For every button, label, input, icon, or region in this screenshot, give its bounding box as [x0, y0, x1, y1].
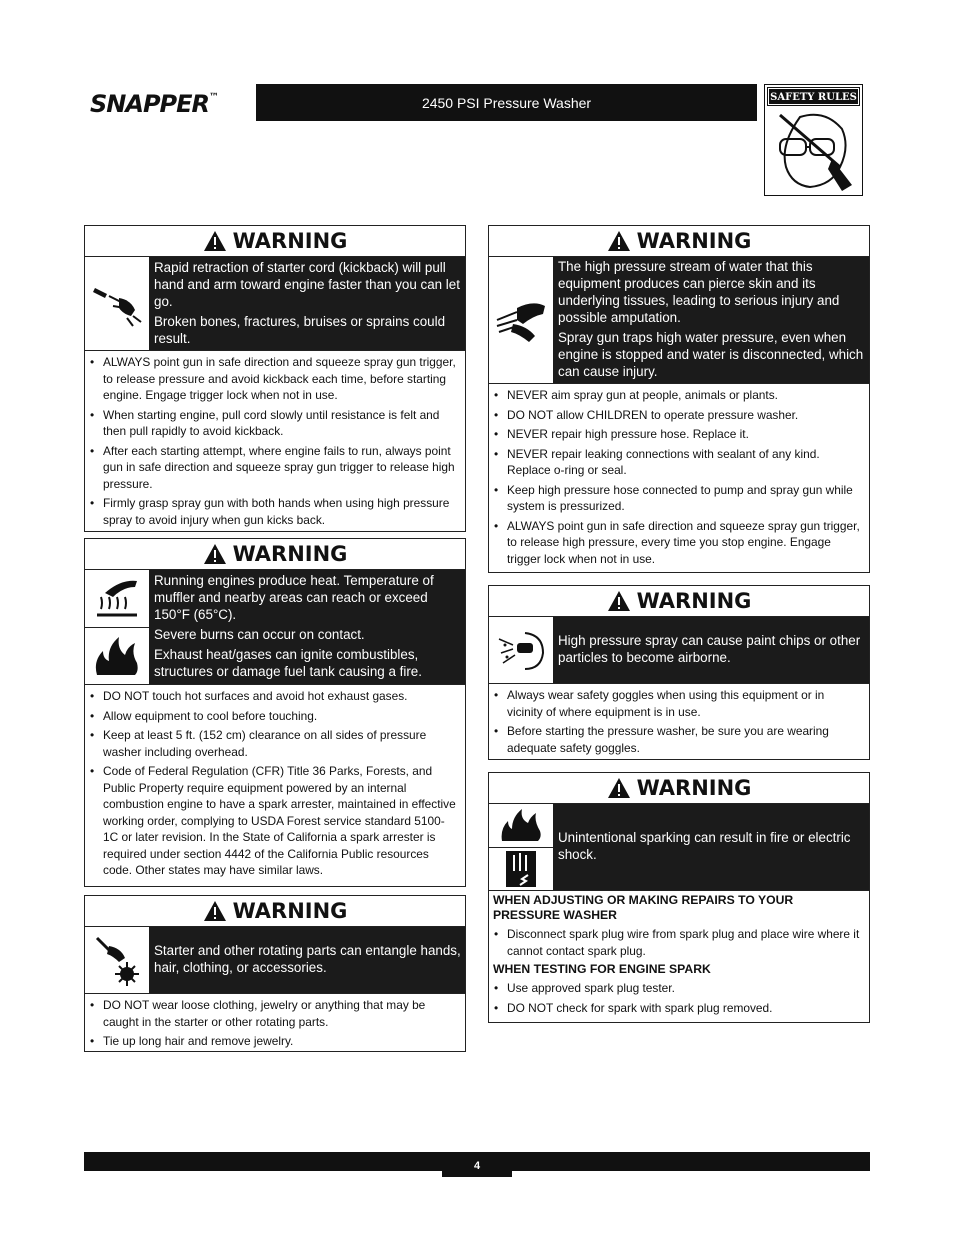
flying-debris-goggles-icon [489, 617, 553, 683]
safety-rules-badge [764, 84, 863, 196]
list-item: • DO NOT allow CHILDREN to operate pressure washer. [493, 407, 863, 424]
list-item: • Keep at least 5 ft. (152 cm) clearance on all sides of pressure washer including overhead. [89, 727, 459, 760]
kickback-hand-icon [85, 257, 149, 350]
list-item: • Always wear safety goggles when using this equipment or in vicinity of where equipment is in use. [493, 687, 863, 720]
warning-header [85, 226, 465, 257]
hazard-text [553, 257, 869, 383]
hazard-text [149, 927, 465, 993]
warning-header [85, 539, 465, 570]
electric-shock-icon [489, 848, 553, 891]
bullet-list [85, 685, 465, 882]
list-item: • Tie up long hair and remove jewelry. [89, 1033, 459, 1050]
hazard-panel [85, 257, 465, 351]
list-item: • After each starting attempt, where engine fails to run, always point gun in safe direction and squeeze spray gun trigger to release high pressure. [89, 443, 459, 493]
list-item: • NEVER aim spray gun at people, animals or plants. [493, 387, 863, 404]
hazard-line: The high pressure stream of water that this equipment produces can pierce skin and its underlying tissues, leading to serious injury and possible amputation. [558, 259, 840, 325]
fire-icon [489, 804, 553, 848]
bullet-list [489, 923, 869, 962]
safety-rules-label: SAFETY RULES [768, 88, 859, 105]
document-title: 2450 PSI Pressure Washer [421, 94, 592, 111]
list-item: • Before starting the pressure washer, be sure you are wearing adequate safety goggles. [493, 723, 863, 756]
hazard-line: Unintentional sparking can result in fire or electric shock. [558, 830, 851, 862]
hazard-line: Broken bones, fractures, bruises or sprains could result. [154, 313, 446, 346]
warning-title: WARNING [636, 589, 752, 613]
hazard-panel [85, 570, 465, 685]
warning-title: WARNING [636, 776, 752, 800]
rotating-parts-icon [85, 927, 149, 993]
section-subheading: WHEN ADJUSTING OR MAKING REPAIRS TO YOUR PRESSURE WASHER [493, 893, 794, 922]
warning-triangle-icon [203, 230, 227, 252]
warning-box-kickback [84, 225, 466, 532]
list-item: • Disconnect spark plug wire from spark plug and place wire where it cannot contact spark plug. [493, 926, 863, 959]
warning-header [489, 586, 869, 617]
bullet-list [489, 684, 869, 759]
hot-surface-icon [85, 570, 149, 628]
hazard-line: Rapid retraction of starter cord (kickback) will pull hand and arm toward engine faster than you can let go. [154, 259, 460, 309]
list-item: • ALWAYS point gun in safe direction and squeeze spray gun trigger, to release pressure and avoid kickback each time, before starting engine. Engage trigger lock when not in use. [89, 354, 459, 404]
hazard-line: High pressure spray can cause paint chips or other particles to become airborne. [558, 633, 861, 665]
list-item: • DO NOT wear loose clothing, jewelry or anything that may be caught in the starter or other rotating parts. [89, 997, 459, 1030]
warning-box-goggles [488, 585, 870, 760]
hazard-panel [489, 617, 869, 684]
warning-triangle-icon [203, 543, 227, 565]
trademark: ™ [209, 92, 219, 103]
warning-box-pressure [488, 225, 870, 573]
list-item: • Firmly grasp spray gun with both hands when using high pressure spray to avoid injury when gun kicks back. [89, 495, 459, 528]
warning-title: WARNING [232, 542, 348, 566]
hazard-text [149, 570, 465, 684]
page-number: 4 [442, 1152, 512, 1177]
warning-title: WARNING [232, 899, 348, 923]
list-item: • When starting engine, pull cord slowly until resistance is felt and then pull rapidly to avoid kickback. [89, 407, 459, 440]
bullet-list [85, 994, 465, 1053]
hazard-line: Starter and other rotating parts can entangle hands, hair, clothing, or accessories. [154, 943, 461, 975]
hazard-text [553, 804, 869, 890]
bullet-list [489, 384, 869, 570]
warning-triangle-icon [607, 777, 631, 799]
hazard-panel [489, 257, 869, 384]
list-item: • DO NOT touch hot surfaces and avoid hot exhaust gases. [89, 688, 459, 705]
warning-box-heat [84, 538, 466, 887]
warning-title: WARNING [636, 229, 752, 253]
list-item: • Allow equipment to cool before touching. [89, 708, 459, 725]
hazard-panel [489, 804, 869, 891]
list-item: • Keep high pressure hose connected to pump and spray gun while system is pressurized. [493, 482, 863, 515]
warning-header [85, 896, 465, 927]
high-pressure-spray-icon [489, 257, 553, 383]
hazard-text [553, 617, 869, 683]
goggles-face-icon [770, 107, 858, 193]
warning-title: WARNING [232, 229, 348, 253]
fire-icon [85, 628, 149, 685]
hazard-text [149, 257, 465, 350]
list-item: • Code of Federal Regulation (CFR) Title 36 Parks, Forests, and Public Property require equipment powered by an internal combustion engine to have a spark arrester, maintained in effective working order, complying to USDA Forest service standard 5100-1C or later revision. In the State of California a spark arrester is required under section 4442 of the California Public resources code. Other states may have similar laws. [89, 763, 459, 879]
snapper-logo [90, 90, 219, 118]
warning-triangle-icon [203, 900, 227, 922]
warning-header [489, 226, 869, 257]
warning-header [489, 773, 869, 804]
warning-triangle-icon [607, 590, 631, 612]
hazard-line: Severe burns can occur on contact. [154, 627, 365, 642]
list-item: • Use approved spark plug tester. [493, 980, 863, 997]
bullet-list [489, 977, 869, 1019]
hazard-line: Spray gun traps high water pressure, even when engine is stopped and water is disconnected, which can cause injury. [558, 330, 864, 379]
warning-box-entangle [84, 895, 466, 1052]
section-subheading: WHEN TESTING FOR ENGINE SPARK [493, 962, 711, 976]
warning-triangle-icon [607, 230, 631, 252]
list-item: • NEVER repair high pressure hose. Replace it. [493, 426, 863, 443]
brand-name: SNAPPER [90, 90, 209, 118]
hazard-line: Running engines produce heat. Temperature of muffler and nearby areas can reach or exceed 150°F (65°C). [154, 573, 434, 622]
document-title-bar [256, 84, 757, 121]
list-item: • DO NOT check for spark with spark plug removed. [493, 1000, 863, 1017]
list-item: • ALWAYS point gun in safe direction and squeeze spray gun trigger, to release high pressure, every time you stop engine. Engage trigger lock when not in use. [493, 518, 863, 568]
warning-box-spark [488, 772, 870, 1023]
bullet-list [85, 351, 465, 531]
hazard-panel [85, 927, 465, 994]
hazard-line: Exhaust heat/gases can ignite combustibles, structures or damage fuel tank causing a fire. [154, 647, 422, 679]
list-item: • NEVER repair leaking connections with sealant of any kind. Replace o-ring or seal. [493, 446, 863, 479]
